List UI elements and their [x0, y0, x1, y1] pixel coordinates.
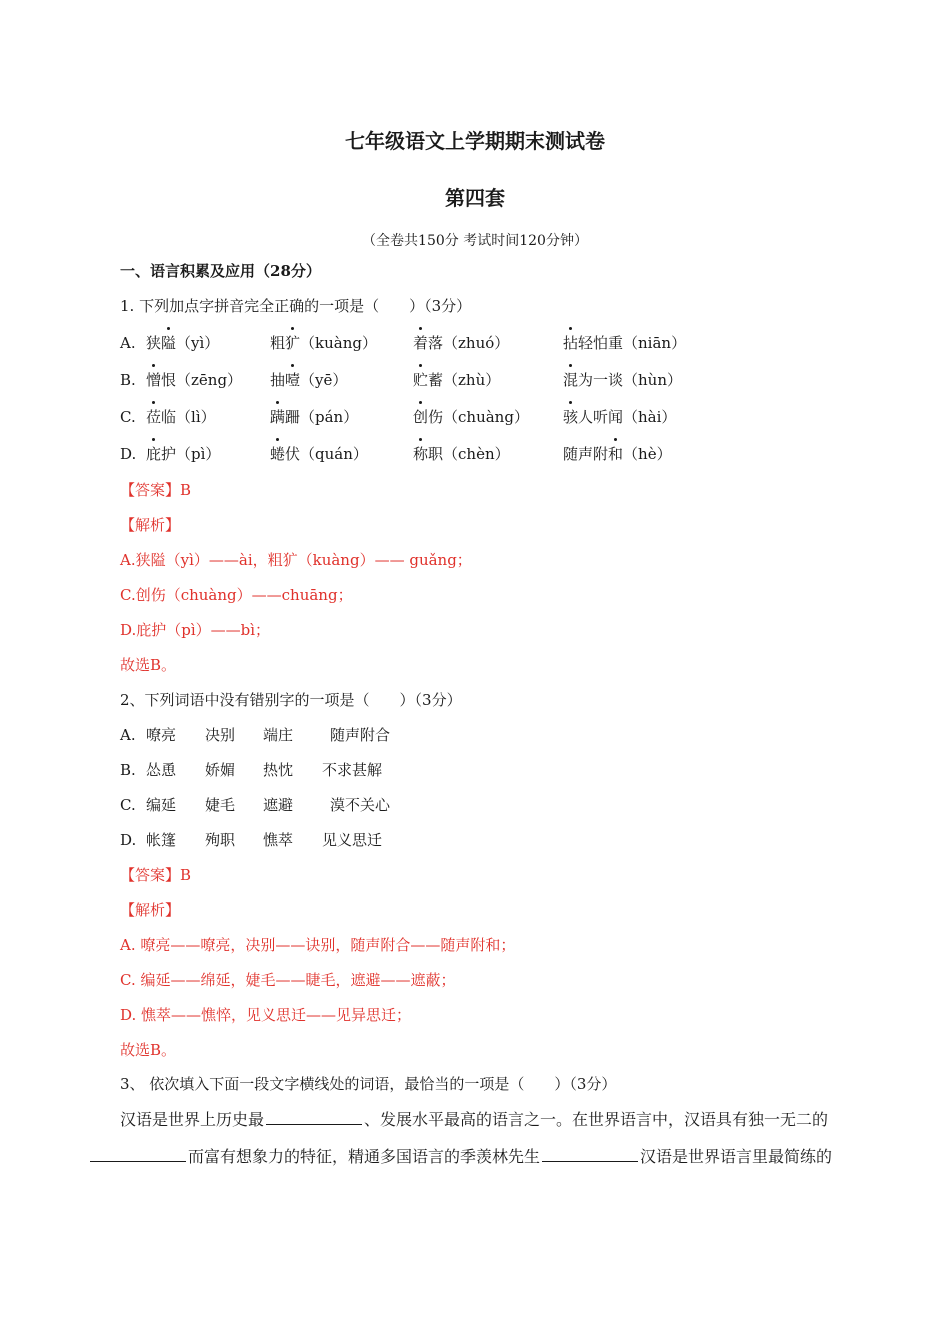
- page-subtitle: 第四套: [445, 186, 505, 210]
- q2-option-word: 遮避: [263, 796, 294, 814]
- q1-option-word: [563, 407, 676, 427]
- word-suffix: 伤（chuàng）: [428, 408, 529, 426]
- q2-analysis-line: D. 憔萃——憔悴，见义思迁——见异思迁；: [120, 1006, 412, 1024]
- q3-passage-line-1: [120, 1109, 828, 1130]
- word-suffix: 恨（zēng）: [161, 371, 243, 389]
- q2-analysis-label: 【解析】: [120, 901, 181, 919]
- q1-analysis-line: D.庇护（pì）——bì；: [120, 621, 271, 639]
- emphasized-char: 混: [563, 371, 579, 389]
- q3-text: 而富有想象力的特征，精通多国语言的季羡林先生: [188, 1147, 541, 1166]
- emphasized-char: 憎: [146, 371, 162, 389]
- emphasized-char: 蹒: [270, 408, 286, 426]
- emphasized-char: 创: [413, 408, 429, 426]
- word-suffix: （kuàng）: [300, 334, 377, 352]
- q2-option-word: 嘹亮: [146, 726, 177, 744]
- q2-answer: 【答案】B: [120, 866, 192, 884]
- q1-option-label: B.: [120, 371, 136, 389]
- q1-analysis-label: 【解析】: [120, 516, 181, 534]
- word-suffix: 职（chèn）: [428, 445, 510, 463]
- q2-option-word: 憔萃: [263, 831, 294, 849]
- q1-option-word: [146, 444, 220, 464]
- q2-option-word: 婕毛: [205, 796, 236, 814]
- q1-option-word: [413, 370, 500, 390]
- emphasized-char: 犷: [285, 334, 301, 352]
- q1-option-word: [563, 370, 682, 390]
- word-prefix: 粗: [270, 334, 286, 352]
- word-suffix: 为一谈（hùn）: [578, 371, 682, 389]
- q2-analysis-line: A. 嘹亮——嘹亮，决别——诀别，随声附合——随声附和；: [120, 936, 516, 954]
- emphasized-char: 拈: [563, 334, 579, 352]
- emphasized-char: 噎: [285, 371, 301, 389]
- q1-option-label: C.: [120, 408, 136, 426]
- q2-option-word: 随声附合: [330, 726, 391, 744]
- word-prefix: 狭: [146, 334, 162, 352]
- q1-conclusion: 故选B。: [120, 656, 177, 674]
- q2-option-word: 编延: [146, 796, 177, 814]
- q1-option-word: [270, 333, 377, 353]
- q1-option-word: [270, 370, 347, 390]
- q1-option-word: [146, 407, 216, 427]
- q2-option-word: 漠不关心: [330, 796, 391, 814]
- q2-analysis-line: C. 编延——绵延，婕毛——睫毛，遮避——遮蔽；: [120, 971, 456, 989]
- q1-option-word: [563, 333, 686, 353]
- q1-option-word: [413, 407, 529, 427]
- q1-answer: [120, 480, 191, 500]
- q2-option-label: B.: [120, 761, 136, 779]
- q1-option-word: [413, 333, 509, 353]
- q1-option-word: [270, 444, 368, 464]
- word-suffix: 伏（quán）: [285, 445, 368, 463]
- exam-info: （全卷共150分 考试时间120分钟）: [362, 233, 588, 249]
- q1-stem: 1. 下列加点字拼音完全正确的一项是（ ）（3分）: [120, 297, 472, 315]
- q2-option-label: A.: [120, 726, 136, 744]
- q1-analysis-line: C.创伤（chuàng）——chuāng；: [120, 586, 353, 604]
- q3-passage-line-2: [88, 1146, 832, 1167]
- q2-stem: 2、下列词语中没有错别字的一项是（ ）（3分）: [120, 691, 462, 709]
- fill-blank: [90, 1146, 186, 1162]
- word-suffix: 轻怕重（niān）: [578, 334, 687, 352]
- q3-text: 汉语是世界语言里最简练的: [640, 1147, 833, 1166]
- word-suffix: （yì）: [176, 334, 220, 352]
- q2-option-word: 怂恿: [146, 761, 177, 779]
- emphasized-char: 蜷: [270, 445, 286, 463]
- q1-option-label: D.: [120, 445, 137, 463]
- q1-option-word: [270, 407, 358, 427]
- emphasized-char: 着: [413, 334, 429, 352]
- q3-text: 汉语是世界上历史最: [120, 1110, 265, 1129]
- q2-option-word: 端庄: [263, 726, 294, 744]
- word-prefix: 随声附: [563, 445, 609, 463]
- emphasized-char: 莅: [146, 408, 162, 426]
- q1-analysis-line: A.狭隘（yì）——ài，粗犷（kuàng）—— guǎng；: [120, 551, 472, 569]
- emphasized-char: 骇: [563, 408, 579, 426]
- q1-answer-text: 【答案】B: [120, 481, 192, 499]
- q2-option-label: C.: [120, 796, 136, 814]
- q2-option-word: 决别: [205, 726, 236, 744]
- word-suffix: 临（lì）: [161, 408, 216, 426]
- section-heading: 一、语言积累及应用（28分）: [120, 262, 321, 280]
- q2-option-word: 见义思迁: [322, 831, 383, 849]
- emphasized-char: 和: [608, 445, 624, 463]
- q2-option-word: 殉职: [205, 831, 236, 849]
- q2-option-word: 热忱: [263, 761, 294, 779]
- q1-option-word: [146, 333, 219, 353]
- q1-option-word: [146, 370, 242, 390]
- word-suffix: 护（pì）: [161, 445, 221, 463]
- emphasized-char: 称: [413, 445, 429, 463]
- q2-option-word: 帐篷: [146, 831, 177, 849]
- q1-option-word: [563, 444, 672, 464]
- page-title: 七年级语文上学期期末测试卷: [345, 129, 605, 153]
- word-suffix: 落（zhuó）: [428, 334, 510, 352]
- emphasized-char: 隘: [161, 334, 177, 352]
- q3-stem: 3、 依次填入下面一段文字横线处的词语，最恰当的一项是（ ）（3分）: [120, 1075, 617, 1093]
- q1-option-word: [413, 444, 510, 464]
- q3-text: 、发展水平最高的语言之一。在世界语言中，汉语具有独一无二的: [364, 1110, 829, 1129]
- word-suffix: 人听闻（hài）: [578, 408, 677, 426]
- q2-option-word: 娇媚: [205, 761, 236, 779]
- q2-option-word: 不求甚解: [322, 761, 383, 779]
- q2-conclusion: 故选B。: [120, 1041, 177, 1059]
- word-prefix: 抽: [270, 371, 286, 389]
- fill-blank: [266, 1109, 362, 1125]
- emphasized-char: 庇: [146, 445, 162, 463]
- q2-option-label: D.: [120, 831, 137, 849]
- fill-blank: [542, 1146, 638, 1162]
- word-suffix: 跚（pán）: [285, 408, 359, 426]
- word-suffix: （hè）: [623, 445, 672, 463]
- word-suffix: （yē）: [300, 371, 348, 389]
- q1-option-label: A.: [120, 334, 136, 352]
- emphasized-char: 贮: [413, 371, 429, 389]
- word-suffix: 蓄（zhù）: [428, 371, 501, 389]
